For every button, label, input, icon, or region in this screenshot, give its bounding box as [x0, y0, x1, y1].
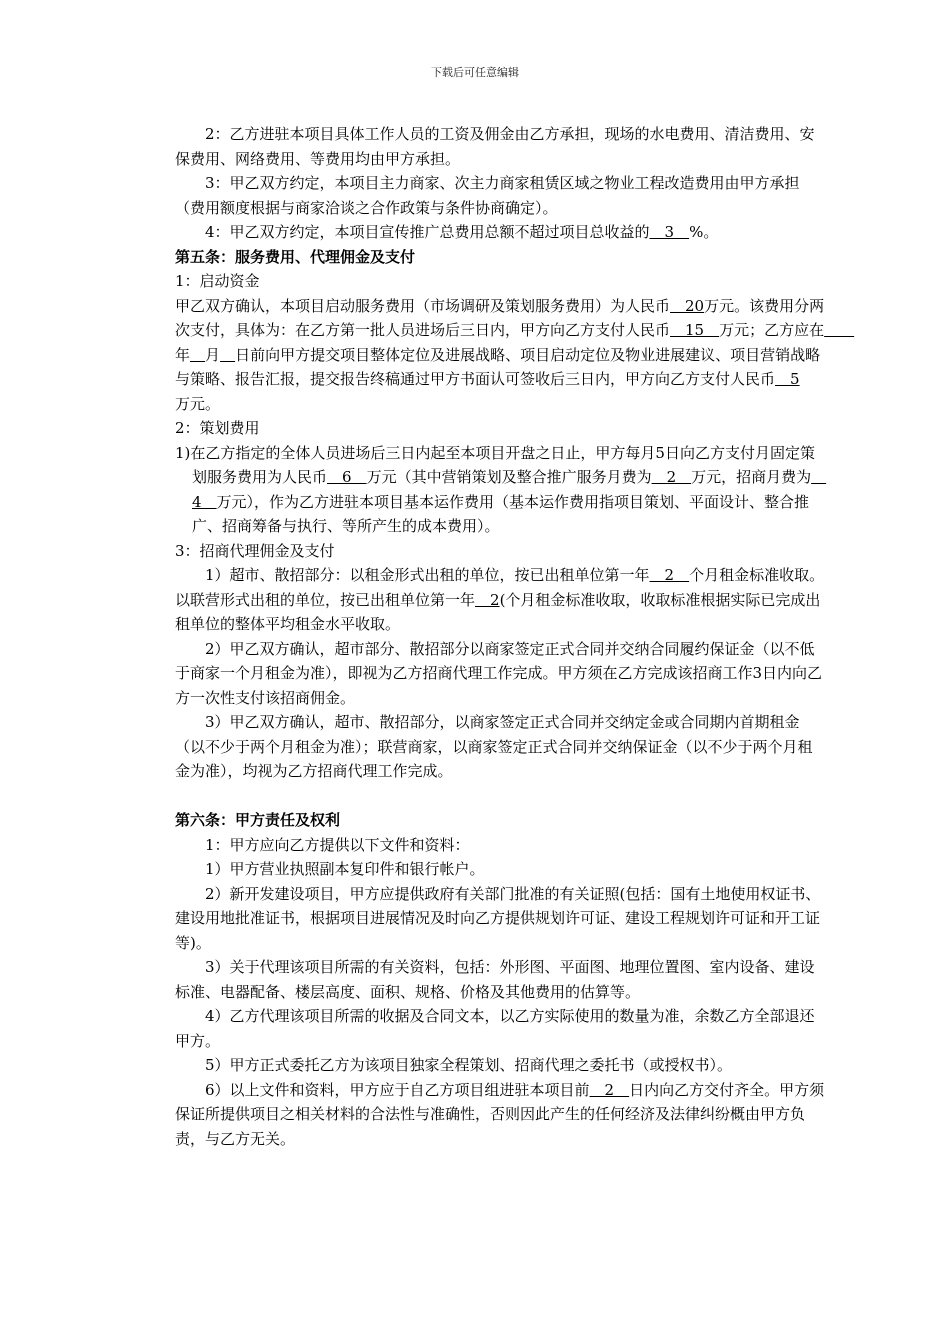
blank-value: 3 [649, 223, 690, 241]
blank-value: 6 [327, 468, 367, 486]
text: 4：甲乙双方约定，本项目宣传推广总费用总额不超过项目总收益的 [205, 223, 650, 241]
text: 万元，招商月费为 [691, 468, 812, 486]
article-6-heading: 第六条：甲方责任及权利 [175, 811, 341, 829]
paragraph-delivery-deadline [175, 1078, 825, 1152]
text: 万元（其中营销策划及整合推广服务月费为 [366, 468, 652, 486]
article-5-heading: 第五条：服务费用、代理佣金及支付 [175, 247, 416, 266]
document-body [175, 122, 825, 1151]
text: 年 [175, 345, 191, 364]
text: 个月租金标准收取。以联营形式出租的单位，按已出租单位第一年 [175, 566, 825, 609]
paragraph-startup-fee [175, 294, 825, 417]
section-commission: 3：招商代理佣金及支付 [175, 541, 335, 560]
text: 万元。 [175, 394, 221, 413]
paragraph-commission-rate [175, 563, 825, 637]
blank-value: 2 [589, 1080, 630, 1099]
text: %。 [689, 223, 719, 241]
text: 万元。该费用分两次支付，具体为：在乙方第一批人员进场后三日内，甲方向乙方支付人民币 [175, 296, 825, 339]
paragraph-staff-costs: 2：乙方进驻本项目具体工作人员的工资及佣金由乙方承担，现场的水电费用、清洁费用、安保费用、网络费用、等费用均由甲方承担。 [175, 125, 815, 168]
paragraph-commission-payment: 2）甲乙双方确认，超市部分、散招部分以商家签定正式合同并交纳合同履约保证金（以不低于商家一个月租金为准），即视为乙方招商代理工作完成。甲方须在乙方完成该招商工作3日内向乙方一次性支付该招商佣金。 [175, 639, 823, 707]
paragraph-commission-completion: 3）甲乙双方确认，超市、散招部分，以商家签定正式合同并交纳定金或合同期内首期租金（以不少于两个月租金为准）；联营商家，以商家签定正式合同并交纳保证金（以不少于两个月租金为准），均视为乙方招商代理工作完成。 [175, 713, 813, 780]
text: 月 [205, 345, 221, 364]
text: 甲乙双方确认，本项目启动服务费用（市场调研及策划服务费用）为人民币 [175, 296, 671, 315]
paragraph-renovation-costs: 3：甲乙双方约定，本项目主力商家、次主力商家租赁区域之物业工程改造费用由甲方承担（费用额度根据与商家洽谈之合作政策与条件协商确定）。 [175, 174, 800, 217]
paragraph-authorization: 5）甲方正式委托乙方为该项目独家全程策划、招商代理之委托书（或授权书）。 [205, 1056, 733, 1074]
text: 1）超市、散招部分：以租金形式出租的单位，按已出租单位第一年 [205, 566, 650, 584]
text: 万元），作为乙方进驻本项目基本运作费用（基本运作费用指项目策划、平面设计、整合推广、招商筹备与执行、等所产生的成本费用）。 [192, 492, 810, 535]
paragraph-project-materials: 3）关于代理该项目所需的有关资料，包括：外形图、平面图、地理位置图、室内设备、建设标准、电器配备、楼层高度、面积、规格、价格及其他费用的估算等。 [175, 958, 815, 1001]
section-startup-funds: 1：启动资金 [175, 272, 260, 290]
blank-value [824, 321, 854, 339]
text: 1)在乙方指定的全体人员进场后三日内起至本项目开盘之日止，甲方每月5日向乙方支付月固定策划服务费用为人民币 [175, 443, 815, 486]
text: 6）以上文件和资料，甲方应于自乙方项目组进驻本项目前 [205, 1080, 590, 1099]
blank-value: 2 [475, 590, 500, 609]
blank-value: 5 [775, 370, 800, 388]
paragraph-promotion-cap [175, 220, 825, 245]
section-planning-fees: 2：策划费用 [175, 419, 260, 437]
paragraph-business-license: 1）甲方营业执照副本复印件和银行帐户。 [205, 860, 485, 878]
blank-value: 2 [649, 566, 690, 584]
blank-value: 4 [192, 468, 827, 511]
paragraph-receipts: 4）乙方代理该项目所需的收据及合同文本，以乙方实际使用的数量为准，余数乙方全部退还甲方。 [175, 1007, 815, 1050]
blank-value [220, 346, 235, 364]
paragraph-documents-intro: 1：甲方应向乙方提供以下文件和资料： [205, 835, 470, 854]
paragraph-permits: 2）新开发建设项目，甲方应提供政府有关部门批准的有关证照(包括：国有土地使用权证书、建设用地批准证书，根据项目进展情况及时向乙方提供规划许可证、建设工程规划许可证和开工证等)。 [175, 884, 821, 952]
spacer [175, 784, 825, 809]
text: 万元；乙方应在 [719, 321, 825, 339]
text: 日内向乙方交付齐全。甲方须保证所提供项目之相关材料的合法性与准确性，否则因此产生的任何经济及法律纠纷概由甲方负责，与乙方无关。 [175, 1080, 825, 1148]
text: 日前向甲方提交项目整体定位及进展战略、项目启动定位及物业进展建议、项目营销战略与策略、报告汇报，提交报告终稿通过甲方书面认可签收后三日内，甲方向乙方支付人民币 [175, 345, 821, 388]
paragraph-monthly-fee [175, 441, 825, 539]
blank-value: 2 [651, 468, 692, 486]
text: (个月租金标准收取，收取标准根据实际已完成出租单位的整体平均租金水平收取。 [175, 590, 821, 633]
page-header: 下载后可任意编辑 [431, 66, 519, 79]
blank-value: 15 [670, 321, 720, 339]
blank-value: 20 [670, 296, 705, 315]
blank-value [190, 346, 205, 364]
